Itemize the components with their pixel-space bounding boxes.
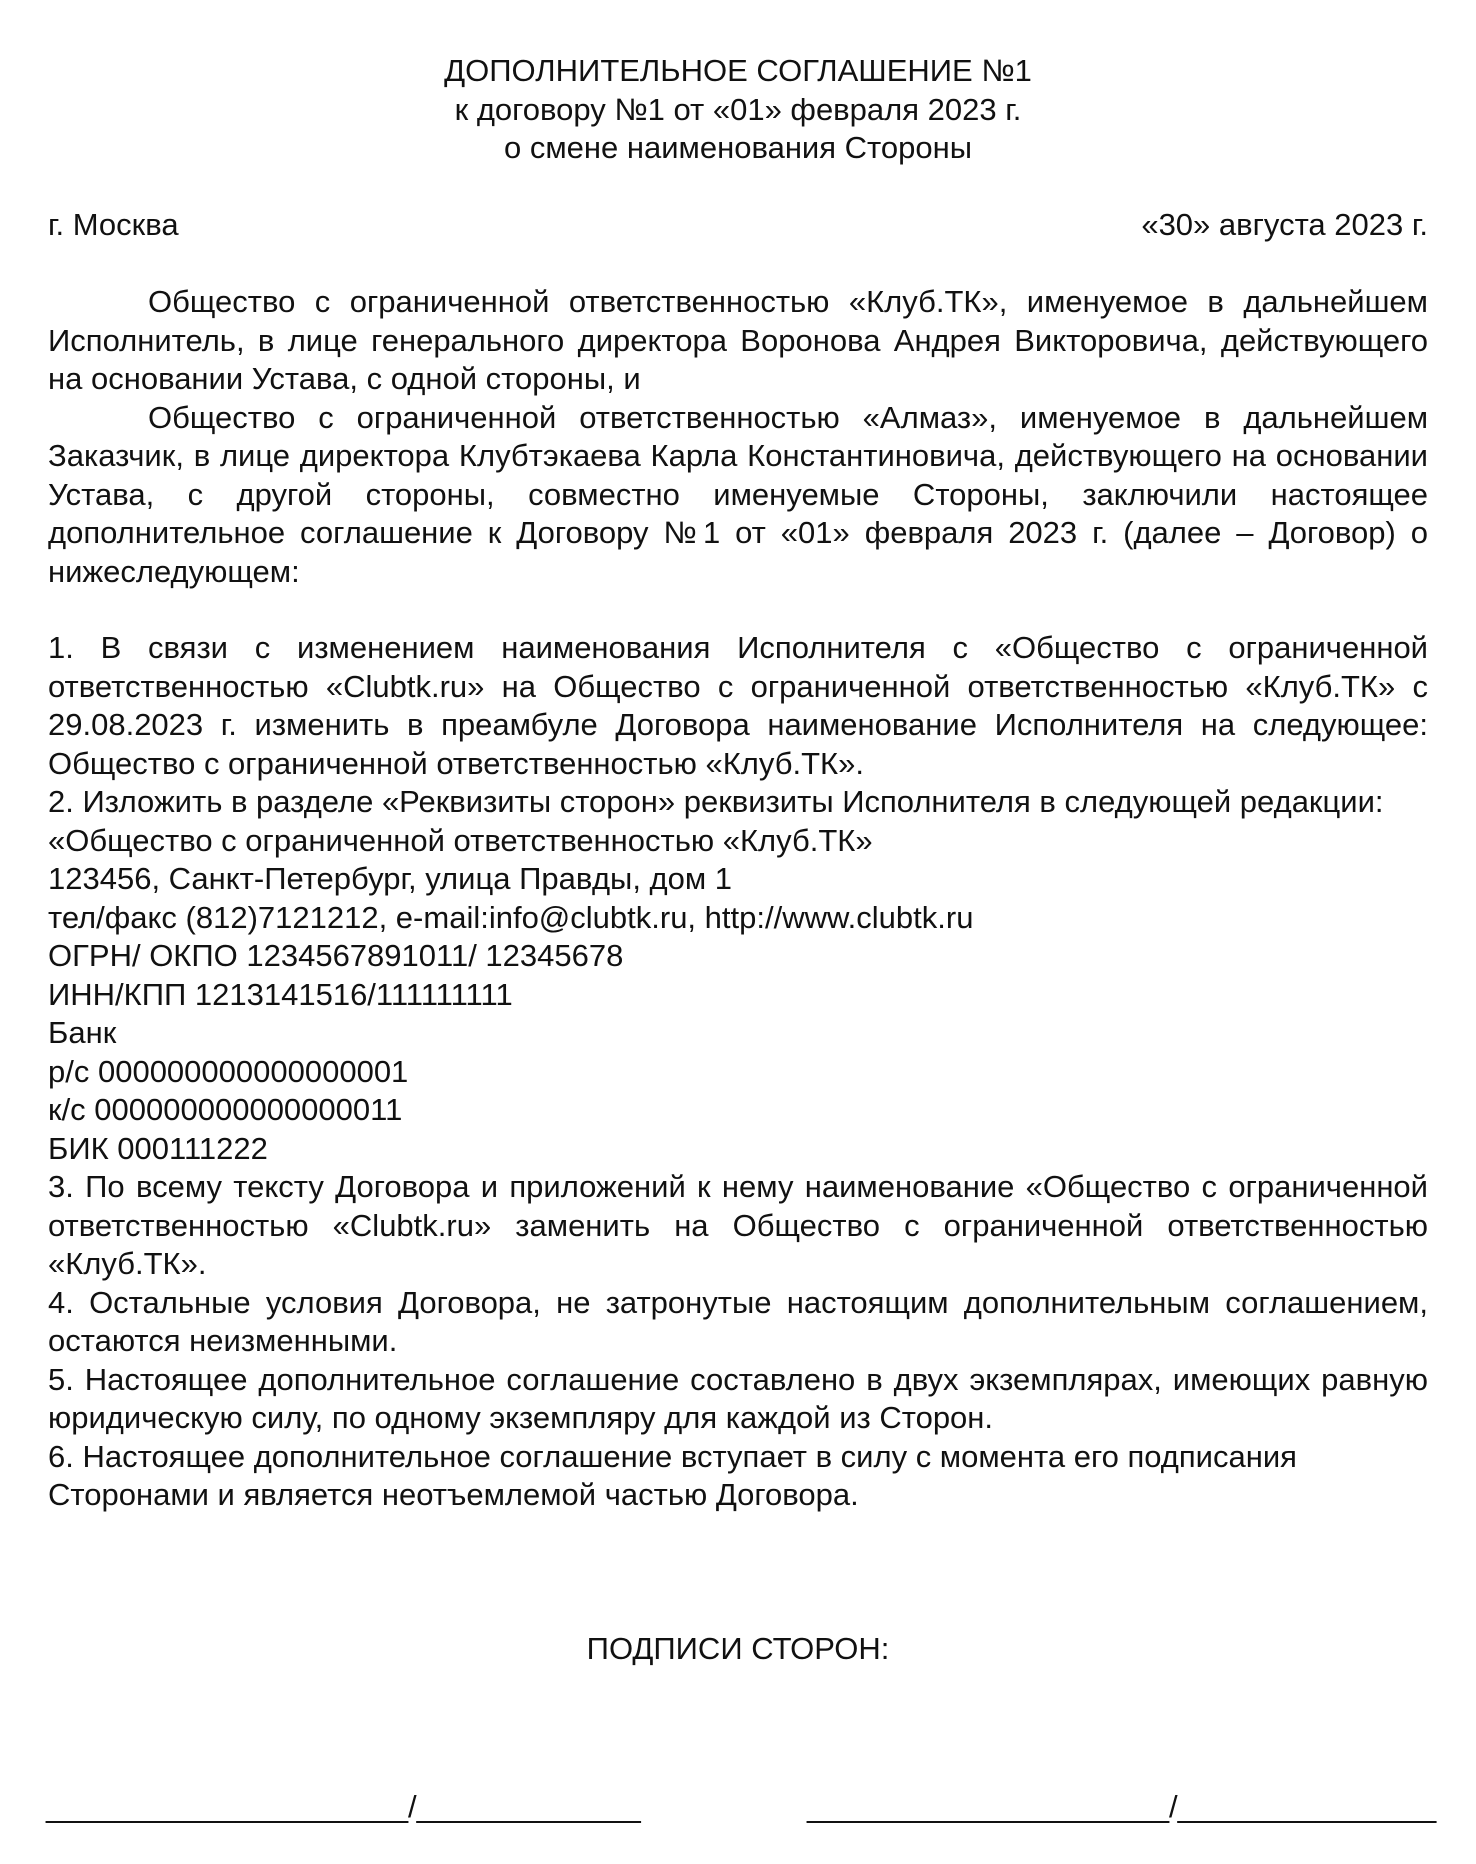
document-header [0, 52, 1476, 168]
signatures-heading: ПОДПИСИ СТОРОН: [586, 1631, 890, 1666]
requisites-contacts: тел/факс (812)7121212, e-mail:info@clubtk.ru, http://www.clubtk.ru [48, 899, 974, 935]
requisites-name: «Общество с ограниченной ответственностью «Клуб.ТК» [48, 822, 873, 858]
requisites-inn-kpp: ИНН/КПП 1213141516/111111111 [48, 976, 513, 1012]
clause-3: 3. По всему тексту Договора и приложений к нему наименование «Общество с ограниченной ответственностью «Clubtk.ru» заменить на Общество с ограниченной ответственностью «Клуб.ТК». [48, 1169, 1428, 1281]
clauses [48, 629, 1428, 1515]
preamble-party-1: Общество с ограниченной ответственностью «Клуб.ТК», именуемое в дальнейшем Исполнитель, в лице генерального директора Воронова Андрея Викторовича, действующего на основании Устава, с одной стороны, и [48, 284, 1428, 396]
signature-line-right: _____________________/_______________ [807, 1789, 1437, 1824]
requisites-bank: Банк [48, 1015, 117, 1050]
clause-1: 1. В связи с изменением наименования Исполнителя с «Общество с ограниченной ответственностью «Clubtk.ru» на Общество с ограниченной ответственностью «Клуб.ТК» с 29.08.2023 г. изменить в преамбуле Договора наименование Исполнителя на следующее: Общество с ограниченной ответственностью «Клуб.ТК». [48, 630, 1428, 781]
clause-4: 4. Остальные условия Договора, не затронутые настоящим дополнительным соглашением, остаются неизменными. [48, 1284, 1428, 1358]
requisites-bik: БИК 000111222 [48, 1130, 268, 1166]
requisites-block [48, 822, 1428, 1169]
document-subject: о смене наименования Стороны [503, 130, 973, 165]
clause-5: 5. Настоящее дополнительное соглашение составлено в двух экземплярах, имеющих равную юридическую силу, по одному экземпляру для каждой из Сторон. [48, 1361, 1428, 1435]
signature-line-left: _____________________/_____________ [46, 1789, 641, 1824]
clause-6: 6. Настоящее дополнительное соглашение вступает в силу с момента его подписания Сторонами и является неотъемлемой частью Договора. [48, 1438, 1297, 1512]
requisites-ks: к/с 000000000000000011 [48, 1092, 403, 1127]
preamble [48, 283, 1428, 591]
clause-2: 2. Изложить в разделе «Реквизиты сторон» реквизиты Исполнителя в следующей редакции: [48, 784, 1384, 819]
city: г. Москва [48, 207, 179, 242]
requisites-rs: р/с 000000000000000001 [48, 1053, 409, 1089]
document-subtitle: к договору №1 от «01» февраля 2023 г. [454, 91, 1022, 127]
requisites-address: 123456, Санкт-Петербург, улица Правды, дом 1 [48, 861, 733, 896]
document-date: «30» августа 2023 г. [1141, 207, 1428, 242]
preamble-party-2: Общество с ограниченной ответственностью «Алмаз», именуемое в дальнейшем Заказчик, в лице директора Клубтэкаева Карла Константиновича, действующего на основании Устава, с другой стороны, совместно именуемые Стороны, заключили настоящее дополнительное соглашение к Договору №1 от «01» февраля 2023 г. (далее – Договор) о нижеследующем: [48, 399, 1428, 589]
document-title: ДОПОЛНИТЕЛЬНОЕ СОГЛАШЕНИЕ №1 [444, 53, 1032, 88]
requisites-ogrn-okpo: ОГРН/ ОКПО 1234567891011/ 12345678 [48, 938, 624, 973]
